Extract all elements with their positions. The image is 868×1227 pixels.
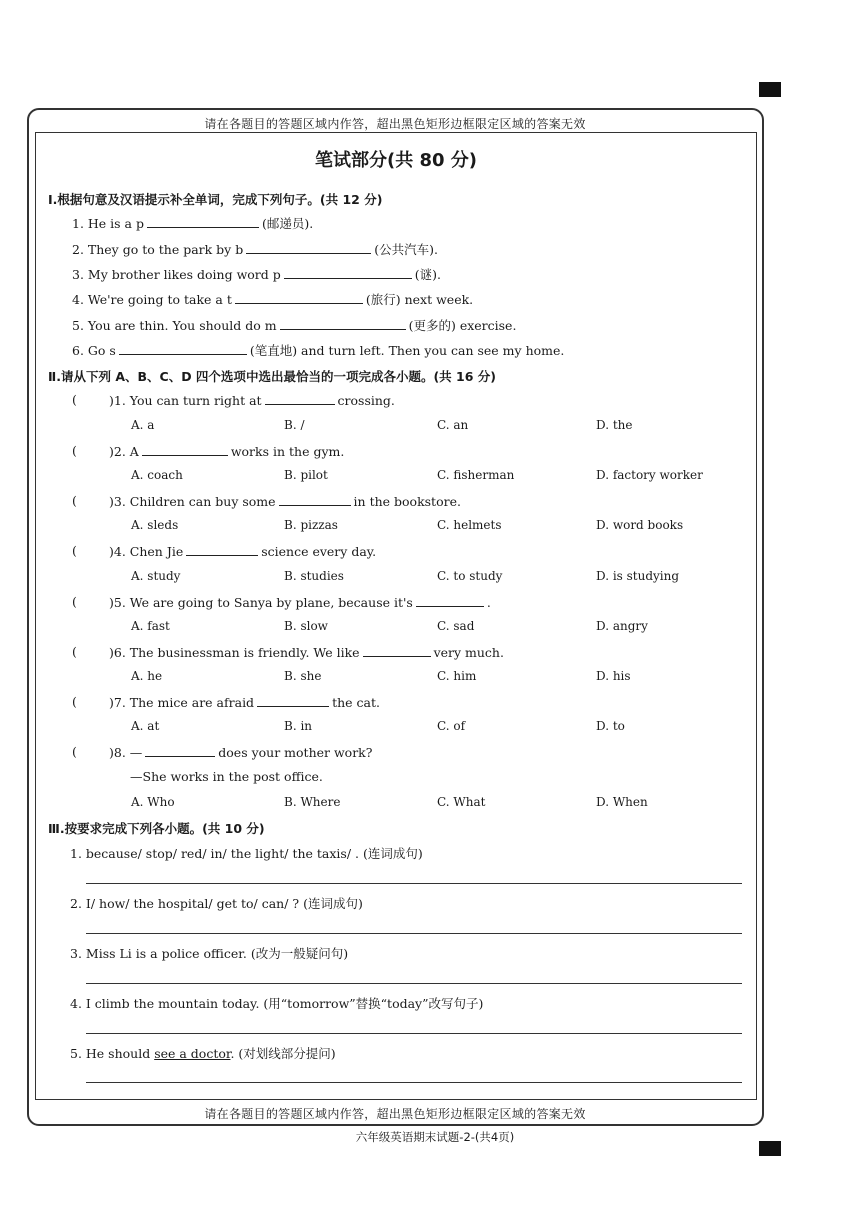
bottom-notice: 请在各题目的答题区域内作答，超出黑色矩形边框限定区域的答案无效 [204, 1107, 586, 1121]
q7-blank[interactable] [257, 694, 329, 707]
s1-item-4-blank[interactable] [235, 291, 363, 304]
q1-post: crossing. [337, 393, 395, 408]
q5-option-d[interactable]: D. angry [596, 619, 648, 633]
q3-answer-paren[interactable]: ( [72, 493, 77, 508]
q7-post: the cat. [332, 695, 380, 710]
s3-item-5-instruction: . (对划线部分提问) [230, 1046, 336, 1061]
s1-item-5-post: exercise. [455, 318, 517, 333]
q5-stem [109, 594, 491, 610]
q6-option-a[interactable]: A. he [131, 669, 163, 683]
q3-option-d[interactable]: D. word books [596, 518, 684, 532]
q1-blank[interactable] [265, 392, 335, 405]
s1-item-5-blank[interactable] [280, 317, 406, 330]
q1-option-b[interactable]: B. / [284, 418, 305, 432]
s3-item-2-answer-line[interactable] [86, 933, 742, 934]
q1-answer-paren[interactable]: ( [72, 392, 77, 407]
s1-item-6-blank[interactable] [119, 342, 247, 355]
s3-item-5 [70, 1044, 336, 1062]
q7-text: )7. The mice are afraid [109, 695, 255, 710]
q2-text: )2. A [109, 444, 139, 459]
q3-blank[interactable] [279, 493, 351, 506]
s1-item-2 [72, 240, 438, 258]
s1-item-1 [72, 214, 313, 232]
q8-post: does your mother work? [218, 745, 373, 760]
q1-option-c[interactable]: C. an [437, 418, 469, 432]
s3-item-1: 1. because/ stop/ red/ in/ the light/ the taxis/ . (连词成句) [70, 846, 423, 861]
q7-option-b[interactable]: B. in [284, 719, 313, 733]
s1-item-3-text: 3. My brother likes doing word p [72, 267, 281, 282]
q6-text: )6. The businessman is friendly. We like [109, 645, 360, 660]
q3-text: )3. Children can buy some [109, 494, 276, 509]
s3-item-2: 2. I/ how/ the hospital/ get to/ can/ ? (连词成句) [70, 896, 363, 911]
s1-item-3-hint: (谜). [414, 267, 441, 282]
q8-option-d[interactable]: D. When [596, 795, 648, 809]
q8-answer-paren[interactable]: ( [72, 744, 77, 759]
q5-answer-paren[interactable]: ( [72, 594, 77, 609]
q1-option-a[interactable]: A. a [131, 418, 155, 432]
q5-option-c[interactable]: C. sad [437, 619, 475, 633]
q2-answer-paren[interactable]: ( [72, 443, 77, 458]
q8-stem [109, 744, 372, 760]
s1-item-5-hint: (更多的) [408, 318, 456, 333]
q4-blank[interactable] [186, 543, 258, 556]
q7-stem [109, 694, 380, 710]
q7-answer-paren[interactable]: ( [72, 694, 77, 709]
q8-option-c[interactable]: C. What [437, 795, 486, 809]
q2-option-a[interactable]: A. coach [131, 468, 183, 482]
s1-item-5 [72, 316, 516, 334]
q6-stem [109, 644, 504, 660]
s3-item-5-answer-line[interactable] [86, 1082, 742, 1083]
q3-option-b[interactable]: B. pizzas [284, 518, 338, 532]
s1-item-1-text: 1. He is a p [72, 216, 144, 231]
s1-item-2-text: 2. They go to the park by b [72, 242, 244, 257]
q5-blank[interactable] [416, 594, 484, 607]
s1-item-6 [72, 341, 564, 359]
top-notice: 请在各题目的答题区域内作答，超出黑色矩形边框限定区域的答案无效 [204, 117, 586, 131]
q1-option-d[interactable]: D. the [596, 418, 633, 432]
q4-answer-paren[interactable]: ( [72, 543, 77, 558]
q6-option-c[interactable]: C. him [437, 669, 477, 683]
q6-option-d[interactable]: D. his [596, 669, 631, 683]
q4-option-d[interactable]: D. is studying [596, 569, 680, 583]
registration-mark-top [759, 82, 781, 97]
s1-item-5-text: 5. You are thin. You should do m [72, 318, 277, 333]
q7-option-a[interactable]: A. at [131, 719, 160, 733]
q5-option-a[interactable]: A. fast [131, 619, 170, 633]
q4-post: science every day. [261, 544, 377, 559]
page-footer: 六年级英语期末试题-2-(共4页) [355, 1130, 515, 1144]
q8-text: )8. — [109, 745, 143, 760]
q4-option-a[interactable]: A. study [131, 569, 181, 583]
q5-option-b[interactable]: B. slow [284, 619, 328, 633]
q2-option-c[interactable]: C. fisherman [437, 468, 515, 482]
q6-post: very much. [433, 645, 504, 660]
q7-option-d[interactable]: D. to [596, 719, 625, 733]
q8-blank[interactable] [145, 744, 215, 757]
q3-stem [109, 493, 461, 509]
q1-text: )1. You can turn right at [109, 393, 262, 408]
q3-post: in the bookstore. [353, 494, 461, 509]
section3-heading: Ⅲ.按要求完成下列各小题。(共 10 分) [48, 821, 265, 836]
s1-item-4-post: next week. [400, 292, 474, 307]
s3-item-4: 4. I climb the mountain today. (用“tomorrow”替换“today”改写句子) [70, 996, 484, 1011]
q3-option-c[interactable]: C. helmets [437, 518, 502, 532]
s1-item-2-blank[interactable] [246, 241, 371, 254]
q7-option-c[interactable]: C. of [437, 719, 466, 733]
s3-item-4-answer-line[interactable] [86, 1033, 742, 1034]
s1-item-6-post: and turn left. Then you can see my home. [297, 343, 565, 358]
s1-item-4-text: 4. We're going to take a t [72, 292, 232, 307]
q2-post: works in the gym. [230, 444, 345, 459]
q3-option-a[interactable]: A. sleds [131, 518, 179, 532]
s1-item-6-text: 6. Go s [72, 343, 116, 358]
q2-stem [109, 443, 344, 459]
q1-stem [109, 392, 395, 408]
s3-item-5-text: 5. He should [70, 1046, 155, 1061]
s3-item-3: 3. Miss Li is a police officer. (改为一般疑问句) [70, 946, 349, 961]
q6-answer-paren[interactable]: ( [72, 644, 77, 659]
section1-heading: Ⅰ.根据句意及汉语提示补全单词，完成下列句子。(共 12 分) [48, 192, 383, 207]
s3-item-5-underlined-phrase: see a doctor [154, 1046, 231, 1061]
s3-item-1-answer-line[interactable] [86, 883, 742, 884]
s1-item-4-hint: (旅行) [365, 292, 401, 307]
page-title: 笔试部分(共 80 分) [314, 150, 478, 171]
s3-item-3-answer-line[interactable] [86, 983, 742, 984]
q4-option-c[interactable]: C. to study [437, 569, 503, 583]
s1-item-2-hint: (公共汽车). [374, 242, 438, 257]
s1-item-3-blank[interactable] [284, 266, 412, 279]
q2-option-d[interactable]: D. factory worker [596, 468, 703, 482]
s1-item-4 [72, 290, 473, 308]
q5-post: . [486, 595, 491, 610]
q2-option-b[interactable]: B. pilot [284, 468, 328, 482]
q2-blank[interactable] [142, 443, 228, 456]
s1-item-3 [72, 265, 441, 283]
s1-item-1-hint: (邮递员). [262, 216, 314, 231]
s1-item-1-blank[interactable] [147, 215, 259, 228]
q8-response: —She works in the post office. [130, 769, 323, 784]
q8-option-b[interactable]: B. Where [284, 795, 341, 809]
q6-option-b[interactable]: B. she [284, 669, 322, 683]
q8-option-a[interactable]: A. Who [131, 795, 175, 809]
q4-text: )4. Chen Jie [109, 544, 184, 559]
q4-stem [109, 543, 376, 559]
q5-text: )5. We are going to Sanya by plane, because it's [109, 595, 413, 610]
q4-option-b[interactable]: B. studies [284, 569, 344, 583]
s1-item-6-hint: (笔直地) [249, 343, 298, 358]
section2-heading: Ⅱ.请从下列 A、B、C、D 四个选项中选出最恰当的一项完成各小题。(共 16 分) [48, 369, 496, 384]
q6-blank[interactable] [363, 644, 431, 657]
